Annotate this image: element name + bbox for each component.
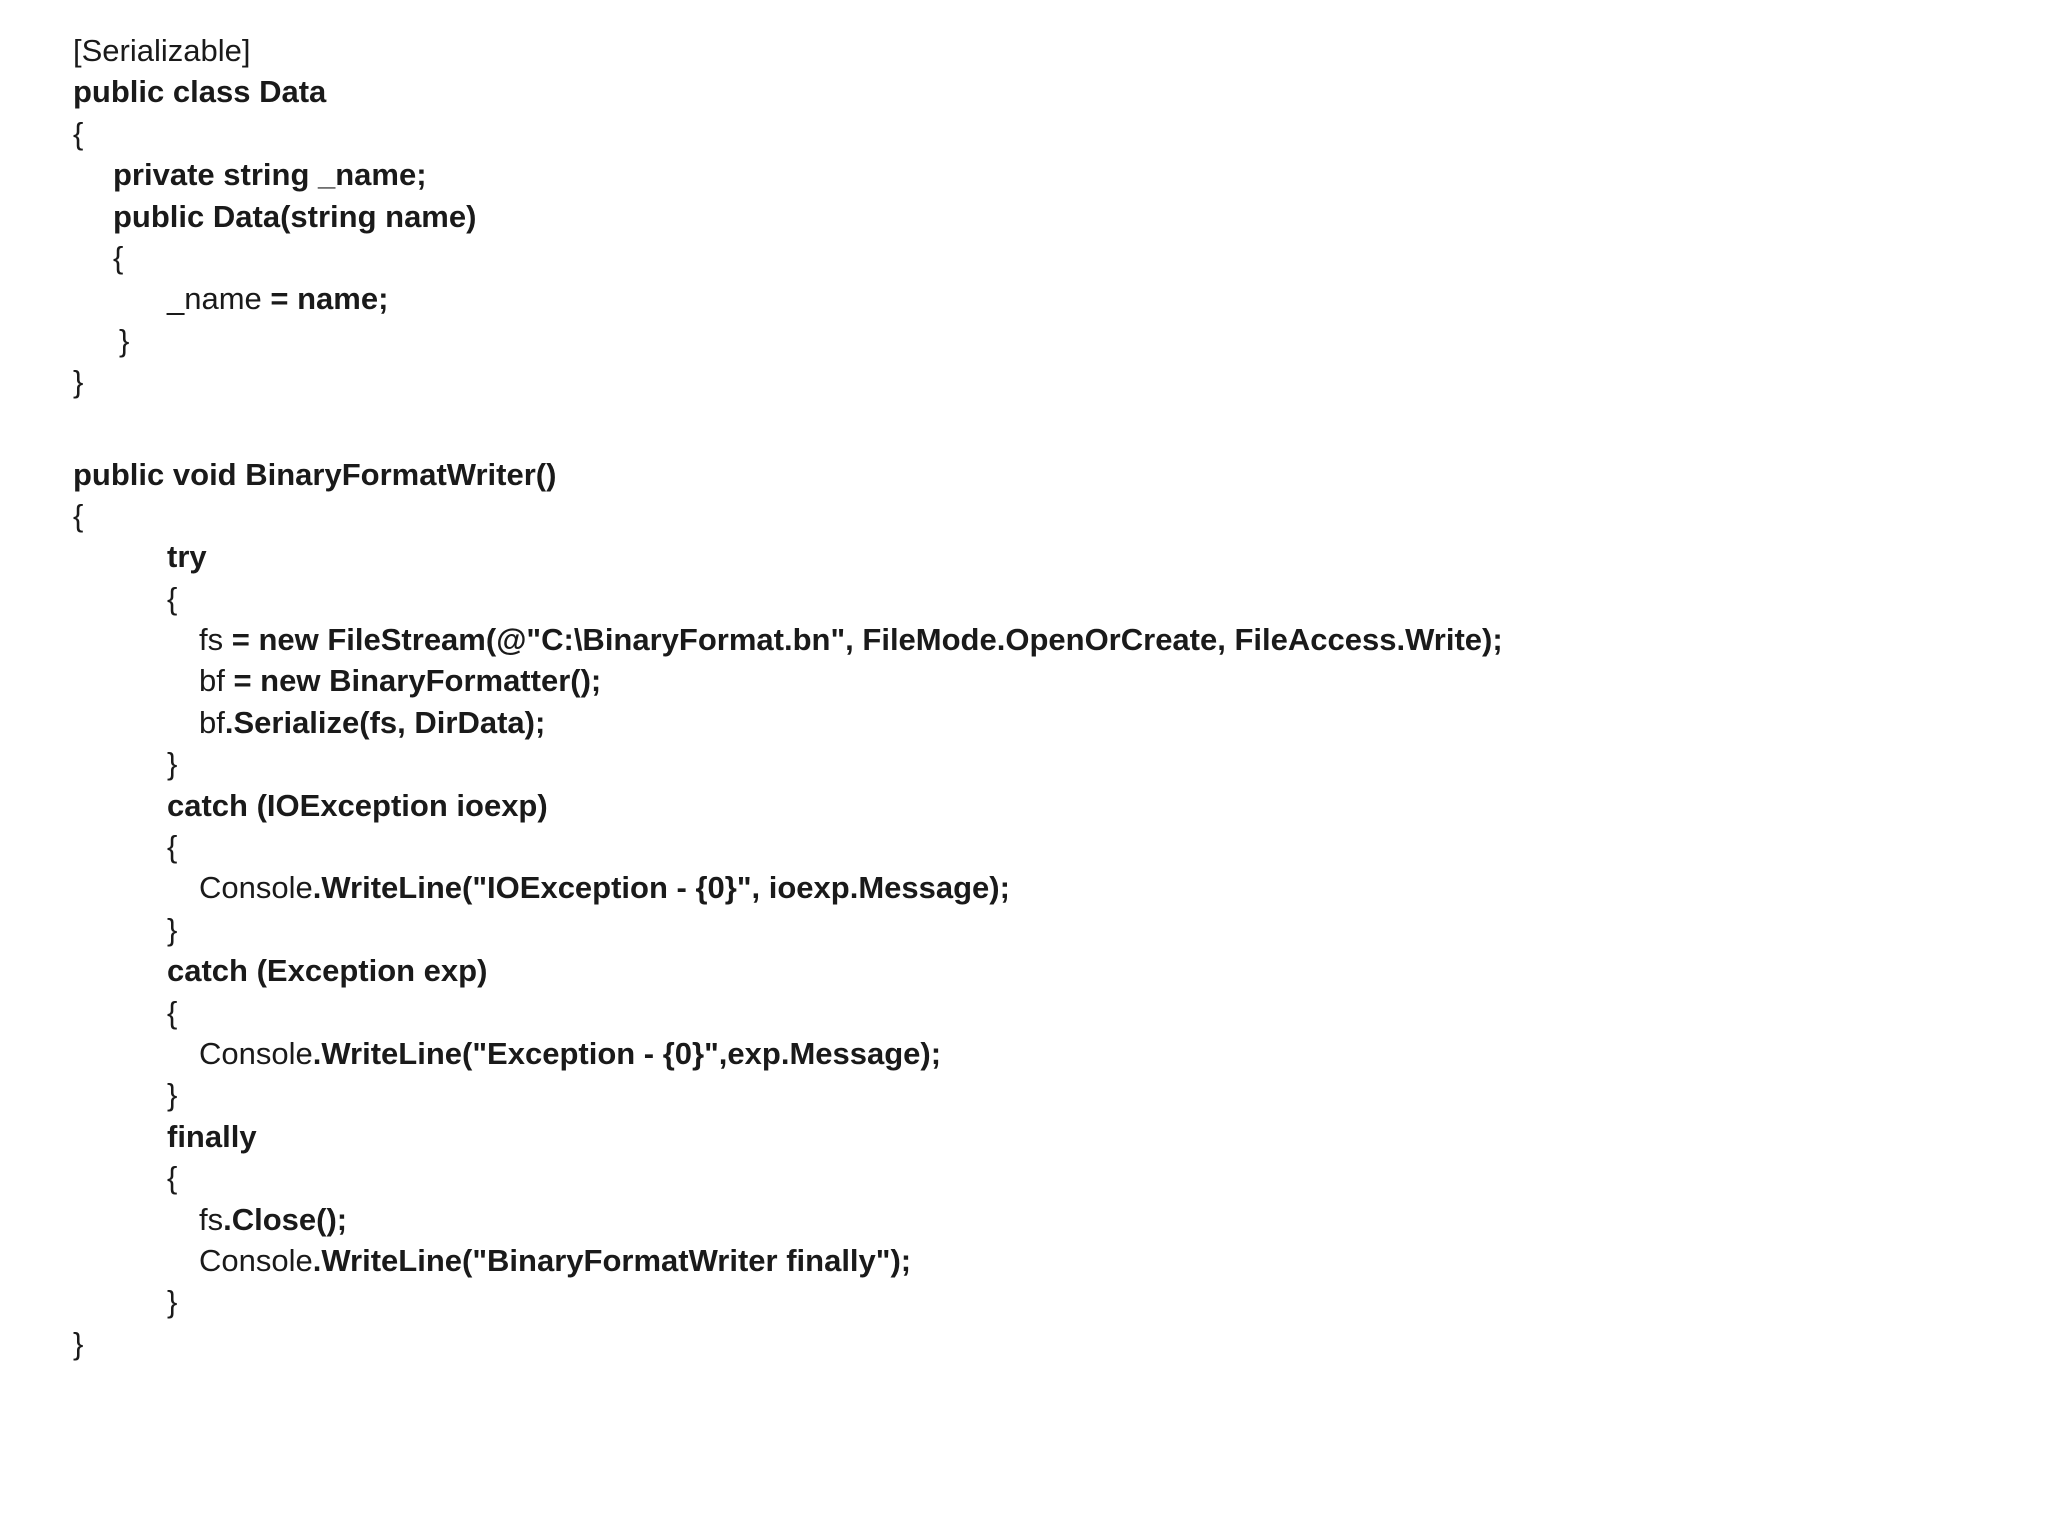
code-token: }: [73, 364, 84, 400]
code-line: [73, 578, 1503, 619]
code-token-bold: finally: [167, 1118, 257, 1154]
code-line: [73, 113, 1503, 154]
code-token: bf: [199, 663, 234, 699]
code-token-bold: try: [167, 539, 207, 575]
code-line: [73, 30, 1503, 71]
code-line: [73, 278, 1503, 319]
code-token: {: [167, 1160, 178, 1196]
code-token: }: [167, 1284, 178, 1320]
code-token: {: [113, 239, 124, 275]
code-line: [73, 1240, 1503, 1281]
code-token-bold: = new FileStream(@"C:\BinaryFormat.bn", FileMode.OpenOrCreate, FileAccess.Write);: [231, 622, 1503, 658]
code-line: [73, 867, 1503, 908]
code-line: [73, 495, 1503, 536]
code-token-bold: .Close();: [223, 1201, 348, 1237]
code-token-bold: = new BinaryFormatter();: [233, 663, 602, 699]
code-line: [73, 1116, 1503, 1157]
code-line: [73, 1074, 1503, 1115]
code-token-bold: .Serialize(fs, DirData);: [224, 704, 546, 740]
code-token: [Serializable]: [73, 33, 251, 68]
code-line: [73, 320, 1503, 361]
code-token: }: [167, 1077, 178, 1113]
code-token: {: [73, 497, 84, 533]
code-line: [73, 909, 1503, 950]
code-line: [73, 1199, 1503, 1240]
code-line: [73, 454, 1503, 495]
code-token-bold: catch (Exception exp): [167, 953, 488, 989]
code-line: [73, 660, 1503, 701]
code-line: [73, 1323, 1503, 1364]
code-line: [73, 619, 1503, 660]
code-token: }: [73, 1325, 84, 1361]
code-token: }: [167, 746, 178, 782]
code-line: [73, 237, 1503, 278]
code-line: [73, 361, 1503, 402]
code-token: bf: [199, 704, 225, 740]
code-token: Console: [199, 1242, 313, 1278]
code-block: [73, 30, 1503, 1364]
code-line: [73, 1281, 1503, 1322]
blank-line: [73, 403, 1503, 454]
code-token-bold: public void BinaryFormatWriter(): [73, 456, 557, 492]
code-token-bold: public Data(string name): [113, 198, 477, 234]
code-token-bold: .WriteLine("IOException - {0}", ioexp.Message);: [312, 870, 1010, 906]
code-token: }: [119, 322, 130, 358]
code-line: [73, 71, 1503, 112]
code-token: fs: [199, 1201, 224, 1237]
code-token-bold: .WriteLine("Exception - {0}",exp.Message);: [312, 1035, 942, 1071]
code-line: [73, 154, 1503, 195]
code-token: Console: [199, 1035, 313, 1071]
code-line: [73, 785, 1503, 826]
code-line: [73, 702, 1503, 743]
code-token: }: [167, 911, 178, 947]
code-token: fs: [199, 622, 232, 658]
code-line: [73, 1033, 1503, 1074]
code-token-bold: private string _name;: [113, 157, 427, 193]
code-token-bold: catch (IOException ioexp): [167, 787, 548, 823]
code-line: [73, 536, 1503, 577]
code-token: {: [167, 994, 178, 1030]
code-token: Console: [199, 870, 313, 906]
code-token-bold: public class Data: [73, 74, 327, 110]
code-line: [73, 1157, 1503, 1198]
code-line: [73, 950, 1503, 991]
code-line: [73, 826, 1503, 867]
code-token-bold: = name;: [270, 281, 389, 317]
code-line: [73, 196, 1503, 237]
code-token-bold: .WriteLine("BinaryFormatWriter finally");: [312, 1242, 912, 1278]
code-line: [73, 992, 1503, 1033]
code-token: {: [167, 580, 178, 616]
code-token: {: [73, 115, 84, 151]
code-token: _name: [167, 281, 271, 317]
code-token: {: [167, 829, 178, 865]
code-line: [73, 743, 1503, 784]
